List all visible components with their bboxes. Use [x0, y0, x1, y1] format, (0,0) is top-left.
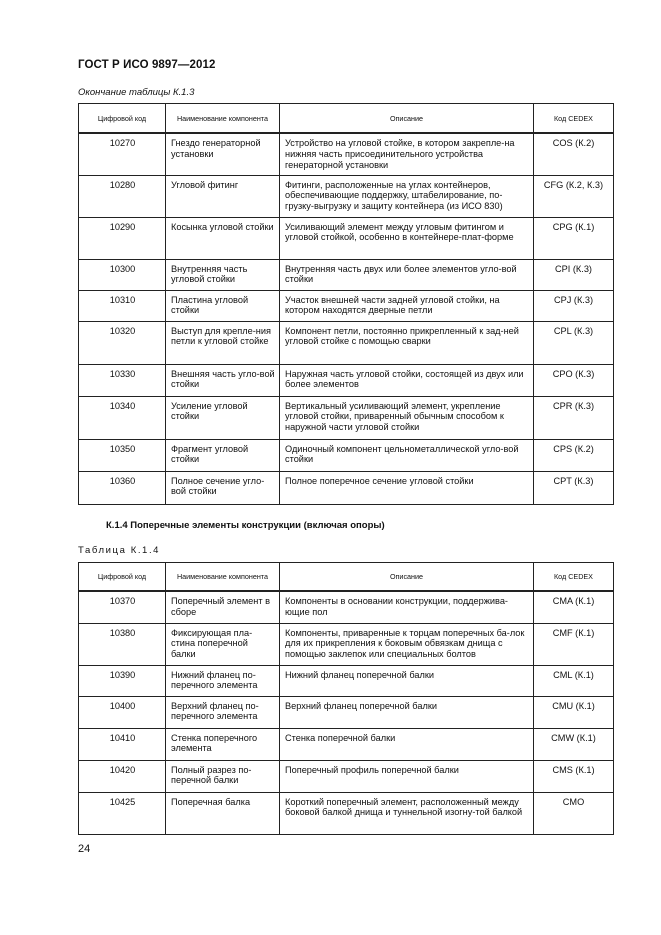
table-row: [79, 290, 614, 321]
cell-cedex: CPT (К.3): [534, 471, 614, 504]
table-row: [79, 728, 614, 760]
cell-code: 10425: [79, 792, 166, 834]
table-header-row: [79, 563, 614, 592]
table-caption: Таблица К.1.4: [78, 545, 161, 556]
table-row: [79, 364, 614, 396]
table-row: [79, 792, 614, 834]
cell-description: Устройство на угловой стойке, в котором закрепле-на нижняя часть присоединительного устройства генераторной установки: [280, 133, 534, 175]
cell-cedex: CPI (К.3): [534, 259, 614, 290]
cell-name: Фиксирующая пла-стина поперечной балки: [166, 623, 280, 665]
table-row: [79, 696, 614, 728]
table-row: [79, 396, 614, 439]
cell-cedex: CMA (К.1): [534, 591, 614, 623]
cell-name: Поперечная балка: [166, 792, 280, 834]
col-header-description: Описание: [280, 104, 534, 134]
cell-cedex: CMU (К.1): [534, 696, 614, 728]
cell-description: Полное поперечное сечение угловой стойки: [280, 471, 534, 504]
cell-code: 10340: [79, 396, 166, 439]
cell-description: Вертикальный усиливающий элемент, укрепление угловой стойки, приваренный обычным способом к наружной части угловой стойки: [280, 396, 534, 439]
cell-name: Усиление угловой стойки: [166, 396, 280, 439]
cell-description: Одиночный компонент цельнометаллической угло-вой стойки: [280, 439, 534, 471]
cell-description: Участок внешней части задней угловой стойки, на котором находятся дверные петли: [280, 290, 534, 321]
cell-description: Верхний фланец поперечной балки: [280, 696, 534, 728]
table-k14: [78, 562, 614, 835]
cell-cedex: CPO (К.3): [534, 364, 614, 396]
cell-code: 10300: [79, 259, 166, 290]
cell-cedex: CPG (К.1): [534, 217, 614, 259]
cell-cedex: CMO: [534, 792, 614, 834]
cell-name: Поперечный элемент в сборе: [166, 591, 280, 623]
cell-name: Выступ для крепле-ния петли к угловой стойке: [166, 321, 280, 364]
cell-cedex: CFG (К.2, К.3): [534, 175, 614, 217]
cell-cedex: COS (К.2): [534, 133, 614, 175]
table-row: [79, 760, 614, 792]
cell-code: 10310: [79, 290, 166, 321]
table-row: [79, 217, 614, 259]
cell-code: 10400: [79, 696, 166, 728]
cell-description: Компоненты в основании конструкции, поддержива-ющие пол: [280, 591, 534, 623]
cell-code: 10420: [79, 760, 166, 792]
cell-cedex: CPL (К.3): [534, 321, 614, 364]
cell-code: 10350: [79, 439, 166, 471]
cell-code: 10370: [79, 591, 166, 623]
cell-cedex: CML (К.1): [534, 665, 614, 696]
cell-name: Косынка угловой стойки: [166, 217, 280, 259]
cell-name: Нижний фланец по-перечного элемента: [166, 665, 280, 696]
page-number: 24: [78, 843, 91, 855]
table-row: [79, 665, 614, 696]
table-caption: Окончание таблицы К.1.3: [78, 87, 195, 98]
cell-cedex: CMF (К.1): [534, 623, 614, 665]
col-header-cedex: Код CEDEX: [534, 104, 614, 134]
table-k13: [78, 103, 614, 505]
table-row: [79, 133, 614, 175]
cell-name: Стенка поперечного элемента: [166, 728, 280, 760]
cell-code: 10360: [79, 471, 166, 504]
table-header-row: [79, 104, 614, 134]
cell-name: Внутренняя часть угловой стойки: [166, 259, 280, 290]
col-header-code: Цифровой код: [79, 104, 166, 134]
cell-code: 10290: [79, 217, 166, 259]
col-header-code: Цифровой код: [79, 563, 166, 592]
table-body: [79, 133, 614, 504]
cell-code: 10280: [79, 175, 166, 217]
cell-description: Внутренняя часть двух или более элементов угло-вой стойки: [280, 259, 534, 290]
cell-cedex: CMS (К.1): [534, 760, 614, 792]
table-row: [79, 259, 614, 290]
cell-name: Внешняя часть угло-вой стойки: [166, 364, 280, 396]
cell-description: Компоненты, приваренные к торцам поперечных ба-лок для их прикрепления к боковым обвязкам днища с помощью заклепок или специальных болтов: [280, 623, 534, 665]
cell-name: Гнездо генераторной установки: [166, 133, 280, 175]
section-title: К.1.4 Поперечные элементы конструкции (включая опоры): [106, 520, 385, 531]
cell-code: 10270: [79, 133, 166, 175]
col-header-name: Наименование компонента: [166, 563, 280, 592]
cell-name: Верхний фланец по-перечного элемента: [166, 696, 280, 728]
table-row: [79, 471, 614, 504]
cell-cedex: CPR (К.3): [534, 396, 614, 439]
cell-code: 10320: [79, 321, 166, 364]
cell-name: Фрагмент угловой стойки: [166, 439, 280, 471]
col-header-description: Описание: [280, 563, 534, 592]
col-header-cedex: Код CEDEX: [534, 563, 614, 592]
document-header: ГОСТ Р ИСО 9897—2012: [78, 59, 216, 71]
cell-description: Компонент петли, постоянно прикрепленный к зад-ней угловой стойке с помощью сварки: [280, 321, 534, 364]
table-row: [79, 623, 614, 665]
cell-code: 10390: [79, 665, 166, 696]
cell-name: Угловой фитинг: [166, 175, 280, 217]
cell-name: Полное сечение угло-вой стойки: [166, 471, 280, 504]
cell-description: Короткий поперечный элемент, расположенный между боковой балкой днища и туннельной изогну-той балкой: [280, 792, 534, 834]
cell-code: 10410: [79, 728, 166, 760]
cell-description: Усиливающий элемент между угловым фитингом и угловой стойкой, особенно в контейнере-плат-форме: [280, 217, 534, 259]
cell-code: 10380: [79, 623, 166, 665]
cell-cedex: CPS (К.2): [534, 439, 614, 471]
cell-name: Полный разрез по-перечной балки: [166, 760, 280, 792]
table-row: [79, 439, 614, 471]
cell-description: Поперечный профиль поперечной балки: [280, 760, 534, 792]
cell-cedex: CPJ (К.3): [534, 290, 614, 321]
cell-name: Пластина угловой стойки: [166, 290, 280, 321]
cell-cedex: CMW (К.1): [534, 728, 614, 760]
table-row: [79, 175, 614, 217]
table-row: [79, 321, 614, 364]
col-header-name: Наименование компонента: [166, 104, 280, 134]
cell-description: Стенка поперечной балки: [280, 728, 534, 760]
cell-description: Фитинги, расположенные на углах контейнеров, обеспечивающие поддержку, штабелирование, по-грузку-выгрузку и защиту контейнера (из ИСО 830): [280, 175, 534, 217]
table-body: [79, 591, 614, 834]
cell-description: Нижний фланец поперечной балки: [280, 665, 534, 696]
cell-description: Наружная часть угловой стойки, состоящей из двух или более элементов: [280, 364, 534, 396]
table-row: [79, 591, 614, 623]
cell-code: 10330: [79, 364, 166, 396]
